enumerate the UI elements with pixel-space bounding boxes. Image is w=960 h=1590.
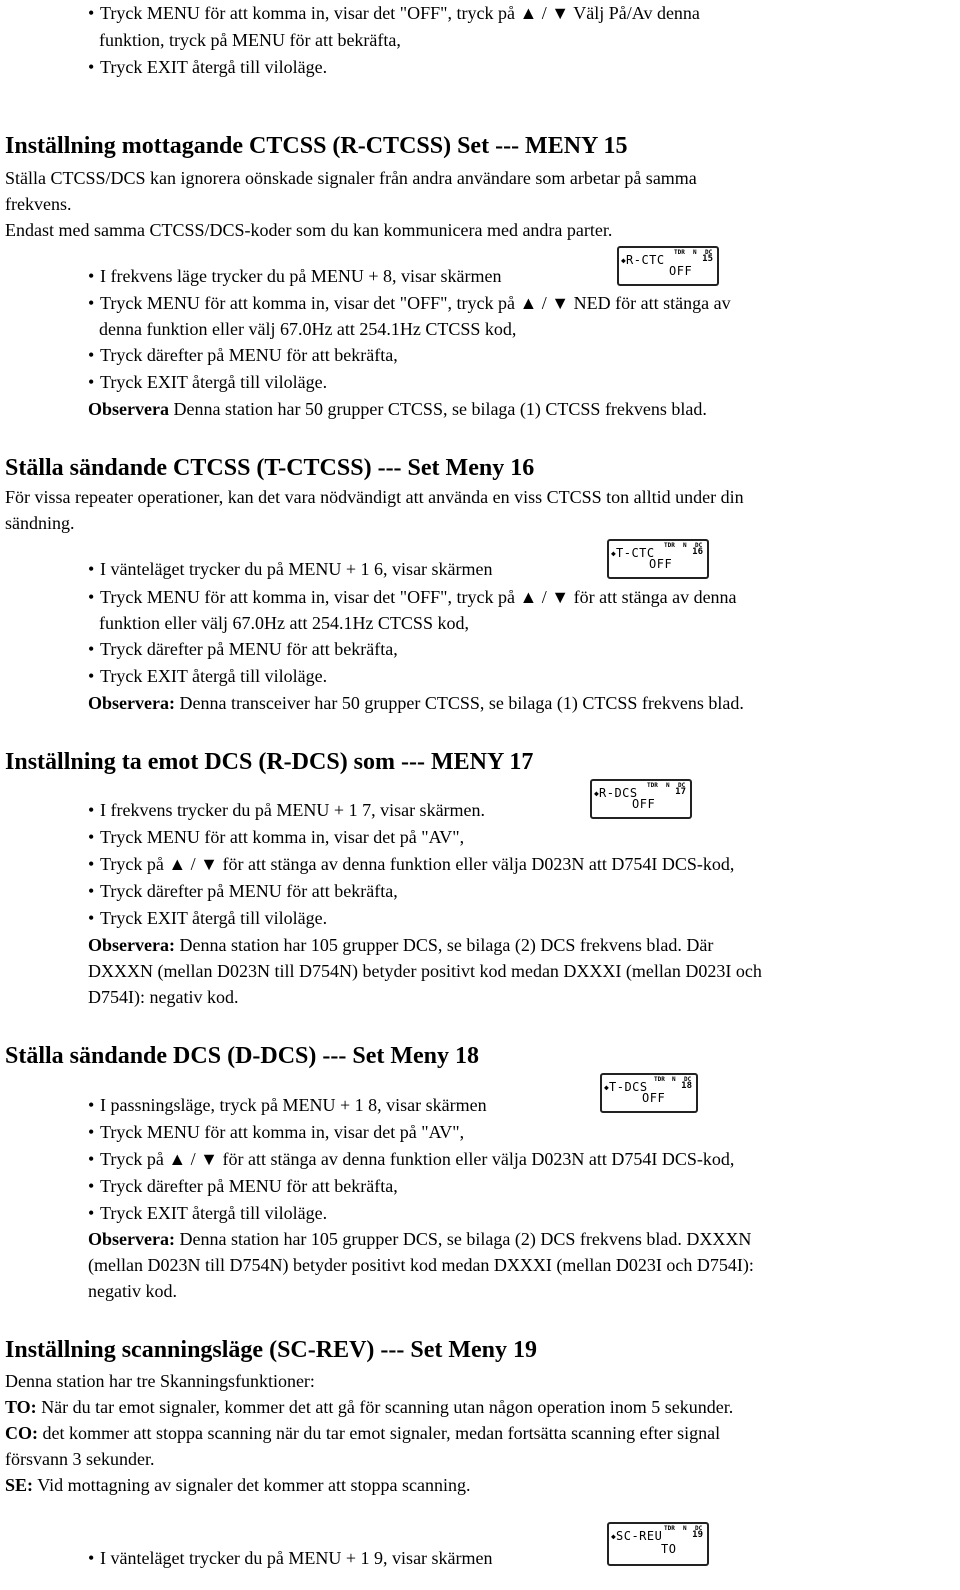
bullet-item: • Tryck därefter på MENU för att bekräfta,	[88, 639, 398, 659]
bullet-item: • Tryck MENU för att komma in, visar det "OFF", tryck på ▲ / ▼ för att stänga av denna	[88, 587, 737, 607]
lcd-n-indicator: N	[672, 1076, 676, 1083]
bullet-item: • Tryck därefter på MENU för att bekräfta,	[88, 881, 398, 901]
bullet-item: • Tryck MENU för att komma in, visar det på "AV",	[88, 1122, 465, 1142]
lcd-menu-number: 18	[681, 1081, 692, 1091]
bullet-item: • Tryck EXIT återgå till viloläge.	[88, 57, 328, 77]
bullet-item: • I frekvens läge trycker du på MENU + 8, visar skärmen	[88, 266, 502, 286]
lcd-menu-number: 19	[692, 1530, 703, 1540]
section-heading-menu-19: Inställning scanningsläge (SC-REV) --- Set Meny 19	[5, 1337, 538, 1363]
bullet-item: • I vänteläget trycker du på MENU + 1 6, visar skärmen	[88, 559, 493, 579]
lcd-menu-number: 17	[675, 787, 686, 797]
lcd-dc-indicator: DC	[678, 782, 686, 789]
lcd-screen-image: TDR N DC ◆ R-DCS OFF 17	[590, 779, 692, 819]
lcd-tdr-indicator: TDR	[654, 1076, 665, 1083]
scan-mode-se: SE: Vid mottagning av signaler det kommer att stoppa scanning.	[5, 1475, 471, 1495]
bullet-item: • Tryck därefter på MENU för att bekräfta,	[88, 1176, 398, 1196]
lcd-line-1: SC-REU	[616, 1529, 663, 1543]
bullet-item: • Tryck MENU för att komma in, visar det på "AV",	[88, 827, 465, 847]
lcd-dc-indicator: DC	[695, 1525, 703, 1532]
paragraph-continuation: frekvens.	[5, 194, 72, 214]
note-observera: Observera Denna station har 50 grupper CTCSS, se bilaga (1) CTCSS frekvens blad.	[88, 399, 707, 419]
lcd-screen-image: TDR N DC ◆ T-CTC OFF 16	[607, 539, 709, 579]
note-continuation: DXXXN (mellan D023N till D754N) betyder positivt kod medan DXXXI (mellan D023I och	[88, 961, 762, 981]
bullet-continuation: funktion eller välj 67.0Hz att 254.1Hz CTCSS kod,	[99, 613, 469, 633]
lcd-tdr-indicator: TDR	[664, 1525, 675, 1532]
paragraph: Ställa CTCSS/DCS kan ignorera oönskade signaler från andra användare som arbetar på samma	[5, 168, 697, 188]
lcd-line-2: TO	[661, 1542, 677, 1556]
lcd-menu-number: 16	[692, 547, 703, 557]
lcd-screen-image: TDR N DC ◆ T-DCS OFF 18	[600, 1073, 698, 1113]
lcd-dc-indicator: DC	[684, 1076, 692, 1083]
lcd-dc-indicator: DC	[705, 249, 713, 256]
bullet-item: • Tryck MENU för att komma in, visar det "OFF", tryck på ▲ / ▼ Välj På/Av denna	[88, 3, 700, 23]
lcd-line-1: R-DCS	[599, 786, 638, 800]
lcd-line-1: T-DCS	[609, 1080, 648, 1094]
bullet-item: • Tryck EXIT återgå till viloläge.	[88, 666, 328, 686]
bullet-item: • Tryck på ▲ / ▼ för att stänga av denna funktion eller välja D023N att D754I DCS-kod,	[88, 1149, 735, 1169]
note-observera: Observera: Denna station har 105 grupper DCS, se bilaga (2) DCS frekvens blad. DXXXN	[88, 1229, 752, 1249]
scan-mode-co: CO: det kommer att stoppa scanning när du tar emot signaler, medan fortsätta scanning efter signal	[5, 1423, 721, 1443]
lcd-line-2: OFF	[642, 1091, 666, 1105]
lcd-tdr-indicator: TDR	[674, 249, 685, 256]
lcd-n-indicator: N	[693, 249, 697, 256]
lcd-n-indicator: N	[683, 542, 687, 549]
paragraph: Denna station har tre Skanningsfunktioner:	[5, 1371, 315, 1391]
bullet-item: • Tryck därefter på MENU för att bekräfta,	[88, 345, 398, 365]
lcd-tdr-indicator: TDR	[647, 782, 658, 789]
paragraph: För vissa repeater operationer, kan det vara nödvändigt att använda en viss CTCSS ton alltid under din	[5, 487, 744, 507]
note-observera: Observera: Denna station har 105 grupper DCS, se bilaga (2) DCS frekvens blad. Där	[88, 935, 714, 955]
bullet-item: • Tryck EXIT återgå till viloläge.	[88, 1203, 328, 1223]
bullet-item: • I vänteläget trycker du på MENU + 1 9, visar skärmen	[88, 1548, 493, 1568]
bullet-continuation: funktion, tryck på MENU för att bekräfta,	[99, 30, 401, 50]
lcd-screen-image: TDR N DC ◆ SC-REU TO 19	[607, 1522, 709, 1566]
bullet-item: • Tryck på ▲ / ▼ för att stänga av denna funktion eller välja D023N att D754I DCS-kod,	[88, 854, 735, 874]
paragraph-continuation: försvann 3 sekunder.	[5, 1449, 155, 1469]
lcd-line-1: T-CTC	[616, 546, 655, 560]
bullet-item: • Tryck EXIT återgå till viloläge.	[88, 908, 328, 928]
lcd-line-2: OFF	[632, 797, 656, 811]
section-heading-menu-17: Inställning ta emot DCS (R-DCS) som --- MENY 17	[5, 749, 534, 775]
bullet-item: • I passningsläge, tryck på MENU + 1 8, visar skärmen	[88, 1095, 487, 1115]
section-heading-menu-15: Inställning mottagande CTCSS (R-CTCSS) Set --- MENY 15	[5, 133, 628, 159]
lcd-n-indicator: N	[683, 1525, 687, 1532]
lcd-tdr-indicator: TDR	[664, 542, 675, 549]
note-continuation: negativ kod.	[88, 1281, 177, 1301]
lcd-n-indicator: N	[666, 782, 670, 789]
bullet-continuation: denna funktion eller välj 67.0Hz att 254.1Hz CTCSS kod,	[99, 319, 517, 339]
bullet-item: • Tryck MENU för att komma in, visar det "OFF", tryck på ▲ / ▼ NED för att stänga av	[88, 293, 731, 313]
lcd-line-1: R-CTC	[626, 253, 665, 267]
lcd-screen-image: TDR N DC ◆ R-CTC OFF 15	[617, 246, 719, 286]
note-continuation: (mellan D023N till D754N) betyder positivt kod medan DXXXI (mellan D023I och D754I):	[88, 1255, 754, 1275]
section-heading-menu-16: Ställa sändande CTCSS (T-CTCSS) --- Set Meny 16	[5, 455, 535, 481]
lcd-menu-number: 15	[702, 254, 713, 264]
lcd-dc-indicator: DC	[695, 542, 703, 549]
note-continuation: D754I): negativ kod.	[88, 987, 239, 1007]
scan-mode-to: TO: När du tar emot signaler, kommer det att gå för scanning utan någon operation inom 5 sekunder.	[5, 1397, 734, 1417]
paragraph-continuation: sändning.	[5, 513, 75, 533]
note-observera: Observera: Denna transceiver har 50 grupper CTCSS, se bilaga (1) CTCSS frekvens blad.	[88, 693, 744, 713]
lcd-line-2: OFF	[669, 264, 693, 278]
bullet-item: • Tryck EXIT återgå till viloläge.	[88, 372, 328, 392]
paragraph: Endast med samma CTCSS/DCS-koder som du kan kommunicera med andra parter.	[5, 220, 613, 240]
lcd-line-2: OFF	[649, 557, 673, 571]
section-heading-menu-18: Ställa sändande DCS (D-DCS) --- Set Meny 18	[5, 1043, 480, 1069]
bullet-item: • I frekvens trycker du på MENU + 1 7, visar skärmen.	[88, 800, 486, 820]
